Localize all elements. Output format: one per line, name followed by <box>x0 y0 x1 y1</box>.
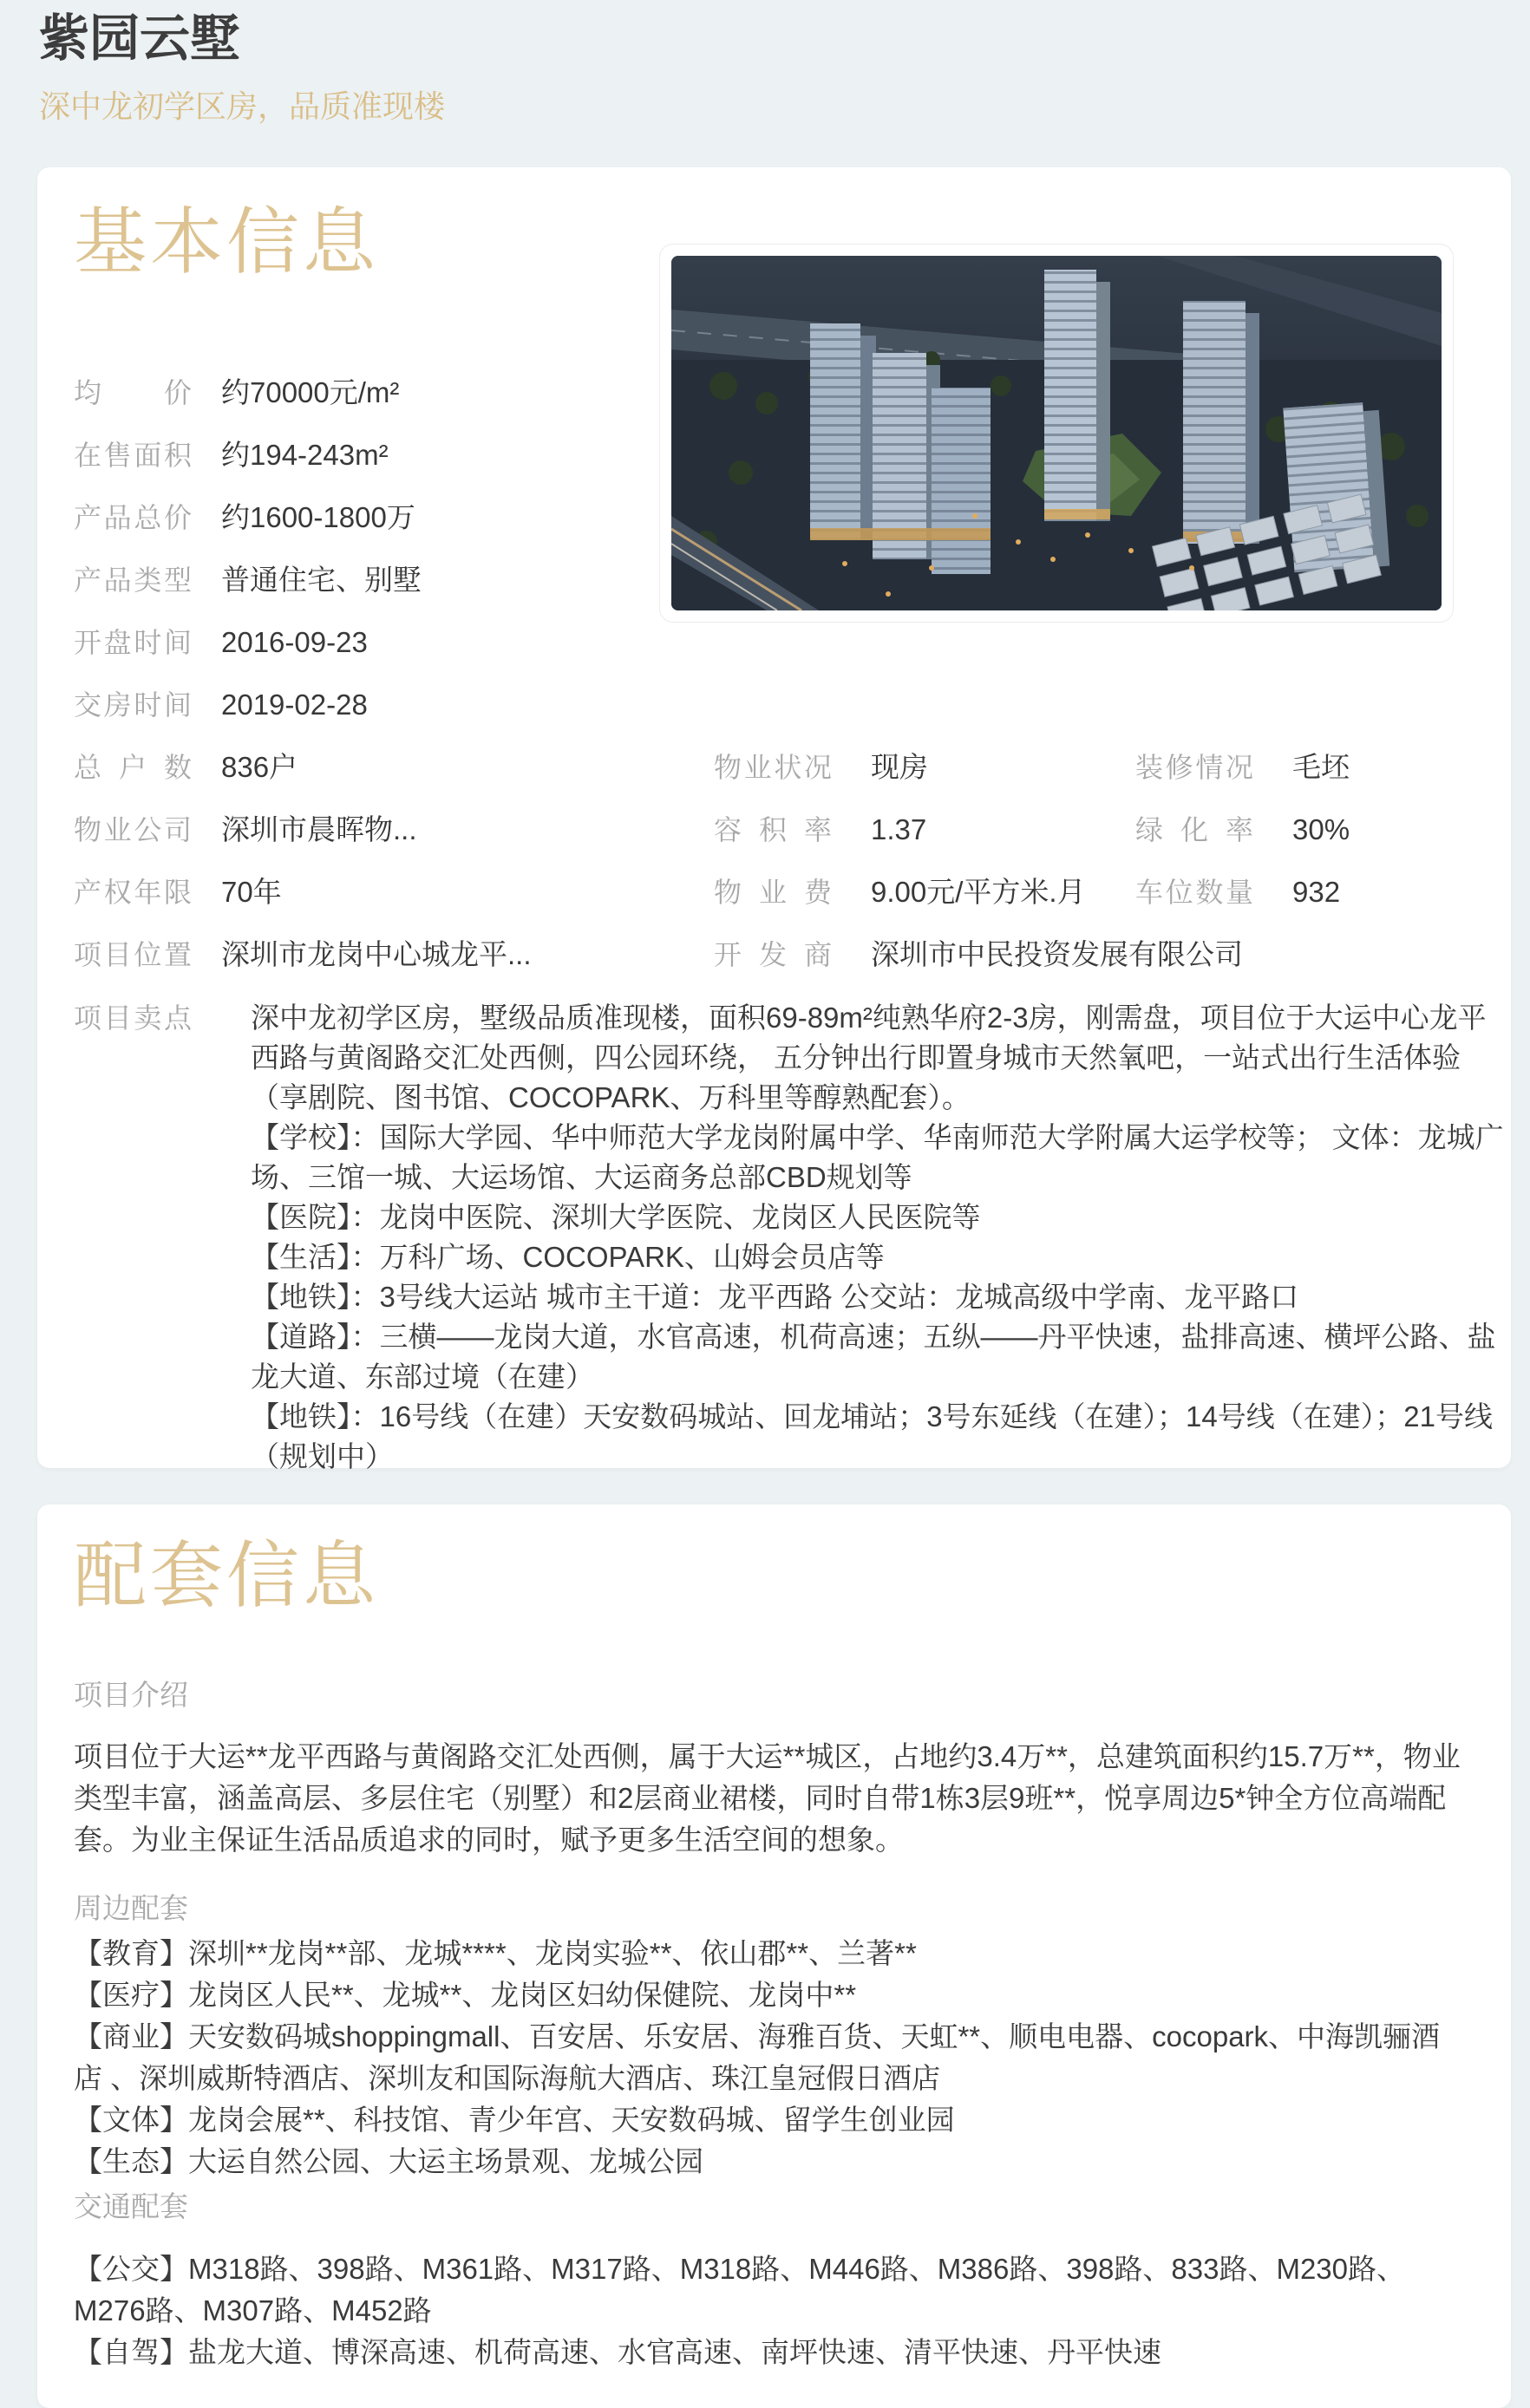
selling-line: 【地铁】：16号线（在建）天安数码城站、回龙埔站；3号东延线（在建）；14号线（在建）；21号线（规划中） <box>251 1400 1493 1472</box>
field-label: 总户数 <box>74 752 192 783</box>
info-row-property-company <box>74 812 646 847</box>
field-value: 9.00元/平方米.月 <box>871 876 1086 908</box>
info-row-total-price <box>74 500 646 535</box>
field-value: 70年 <box>221 876 282 908</box>
info-pair <box>714 750 1135 785</box>
field-label: 物业费 <box>714 877 832 908</box>
info-row-tenure <box>74 875 646 910</box>
field-label: 车位数量 <box>1135 877 1253 908</box>
field-label: 容积率 <box>714 814 832 845</box>
project-photo-frame <box>659 244 1454 623</box>
field-value: 836户 <box>221 751 298 783</box>
field-value: 2019-02-28 <box>221 688 368 721</box>
basic-info-card <box>37 167 1511 1472</box>
field-label: 交房时间 <box>74 689 192 721</box>
info-pair <box>714 812 1135 847</box>
info-row-fee-parking <box>714 875 1505 910</box>
info-row-location <box>74 937 646 972</box>
surroundings-item-ecology: 【生态】大运自然公园、大运主场景观、龙城公园 <box>74 2145 703 2177</box>
info-row-opening-date <box>74 625 646 660</box>
info-pair <box>714 875 1135 910</box>
selling-line: 【地铁】：3号线大运站 城市主干道：龙平西路 公交站：龙城高级中学南、龙平路口 <box>251 1281 1299 1313</box>
field-label: 开发商 <box>714 939 832 970</box>
info-row-delivery-date <box>74 688 646 722</box>
project-intro-text: 项目位于大运**龙平西路与黄阁路交汇处西侧，属于大运**城区，占地约3.4万**，总建筑面积约15.7万**，物业类型丰富，涵盖高层、多层住宅（别墅）和2层商业裙楼，同时自带1栋3层9班**，悦享周边5*钟全方位高端配套。为业主保证生活品质追求的同时，赋予更多生活空间的想象。 <box>74 1740 1461 1856</box>
aerial-night-rendering <box>671 256 1442 610</box>
field-label: 绿化率 <box>1135 814 1253 845</box>
field-value: 2016-09-23 <box>221 626 368 658</box>
field-label: 在售面积 <box>74 440 192 471</box>
field-value: 深圳市中民投资发展有限公司 <box>871 938 1243 970</box>
info-pair <box>1135 875 1530 910</box>
surroundings-item-education: 【教育】深圳**龙岗**部、龙城****、龙岗实验**、依山郡**、兰著** <box>74 1937 917 1969</box>
surroundings-item-commercial: 【商业】天安数码城shoppingmall、百安居、乐安居、海雅百货、天虹**、顺电电器、cocopark、中海凯骊酒店 、深圳威斯特酒店、深圳友和国际海航大酒店、珠江皇冠假日酒店 <box>74 2020 1441 2094</box>
info-pair <box>1135 812 1530 847</box>
field-value: 现房 <box>871 751 928 783</box>
info-row-price <box>74 375 646 410</box>
field-label: 均价 <box>74 377 192 408</box>
field-value: 约194-243m² <box>221 439 389 471</box>
transport-list <box>74 2248 1461 2373</box>
surroundings-item-medical: 【医疗】龙岗区人民**、龙城**、龙岗区妇幼保健院、龙岗中** <box>74 1979 857 2011</box>
info-row-households <box>74 750 646 785</box>
surroundings-item-culture: 【文体】龙岗会展**、科技馆、青少年宫、天安数码城、留学生创业园 <box>74 2104 955 2136</box>
field-value: 1.37 <box>871 813 927 845</box>
field-value: 30% <box>1292 813 1350 845</box>
selling-line: 【道路】：三横——龙岗大道，水官高速，机荷高速；五纵——丹平快速，盐排高速、横坪公路、盐龙大道、东部过境（在建） <box>251 1321 1496 1393</box>
field-label: 产品类型 <box>74 564 192 596</box>
field-label: 产品总价 <box>74 502 192 533</box>
field-label: 物业状况 <box>714 752 832 783</box>
field-value: 约70000元/m² <box>221 376 400 408</box>
field-label: 装修情况 <box>1135 752 1253 783</box>
selling-line: 【生活】：万科广场、COCOPARK、山姆会员店等 <box>251 1241 885 1273</box>
field-value: 约1600-1800万 <box>221 501 415 533</box>
info-pair <box>714 937 1243 972</box>
field-label: 产权年限 <box>74 877 192 908</box>
field-value: 932 <box>1292 876 1341 908</box>
transport-label: 交通配套 <box>74 2190 188 2222</box>
info-row-product-type <box>74 563 646 597</box>
info-row-area <box>74 438 646 473</box>
transport-item-drive: 【自驾】盐龙大道、博深高速、机荷高速、水官高速、南坪快速、清平快速、丹平快速 <box>74 2336 1161 2368</box>
page-subtitle: 深中龙初学区房，品质准现楼 <box>39 88 446 124</box>
transport-item-bus: 【公交】M318路、398路、M361路、M317路、M318路、M446路、M386路、398路、833路、M230路、M276路、M307路、M452路 <box>74 2253 1406 2326</box>
page-title: 紫园云墅 <box>39 10 241 67</box>
field-value: 深圳市晨晖物... <box>221 813 417 845</box>
basic-info-right-column <box>714 750 1505 1000</box>
project-intro-label: 项目介绍 <box>74 1679 188 1711</box>
page-header <box>39 10 445 127</box>
basic-info-left-column <box>74 375 646 1000</box>
info-row-status-decoration <box>714 750 1505 785</box>
info-row-developer <box>714 937 1505 972</box>
selling-line: 【医院】：龙岗中医院、深圳大学医院、龙岗区人民医院等 <box>251 1201 981 1233</box>
amenities-card <box>37 1504 1511 2408</box>
info-pair <box>1135 750 1530 785</box>
field-value: 深圳市龙岗中心城龙平... <box>221 938 532 970</box>
project-rendering-image[interactable] <box>671 256 1442 610</box>
selling-points-row <box>74 998 1505 1477</box>
info-row-plot-green <box>714 812 1505 847</box>
selling-line: 【学校】：国际大学园、华中师范大学龙岗附属中学、华南师范大学附属大运学校等； 文体：龙城广场、三馆一城、大运场馆、大运商务总部CBD规划等 <box>251 1121 1504 1193</box>
surroundings-label: 周边配套 <box>74 1892 188 1924</box>
field-value: 普通住宅、别墅 <box>221 564 422 596</box>
field-value: 毛坯 <box>1292 751 1350 783</box>
amenities-heading: 配套信息 <box>74 1535 380 1616</box>
selling-points-text <box>251 998 1505 1477</box>
field-label: 开盘时间 <box>74 627 192 658</box>
field-label: 物业公司 <box>74 814 192 845</box>
field-label: 项目位置 <box>74 939 192 970</box>
selling-line: 深中龙初学区房，墅级品质准现楼，面积69-89m²纯熟华府2-3房，刚需盘，项目位于大运中心龙平西路与黄阁路交汇处西侧，四公园环绕， 五分钟出行即置身城市天然氧吧，一站式出行生活体验（享剧院、图书馆、COCOPARK、万科里等醇熟配套）。 <box>251 1002 1487 1113</box>
surroundings-list <box>74 1933 1461 2183</box>
field-label: 项目卖点 <box>74 1002 192 1034</box>
basic-info-heading: 基本信息 <box>74 201 380 283</box>
